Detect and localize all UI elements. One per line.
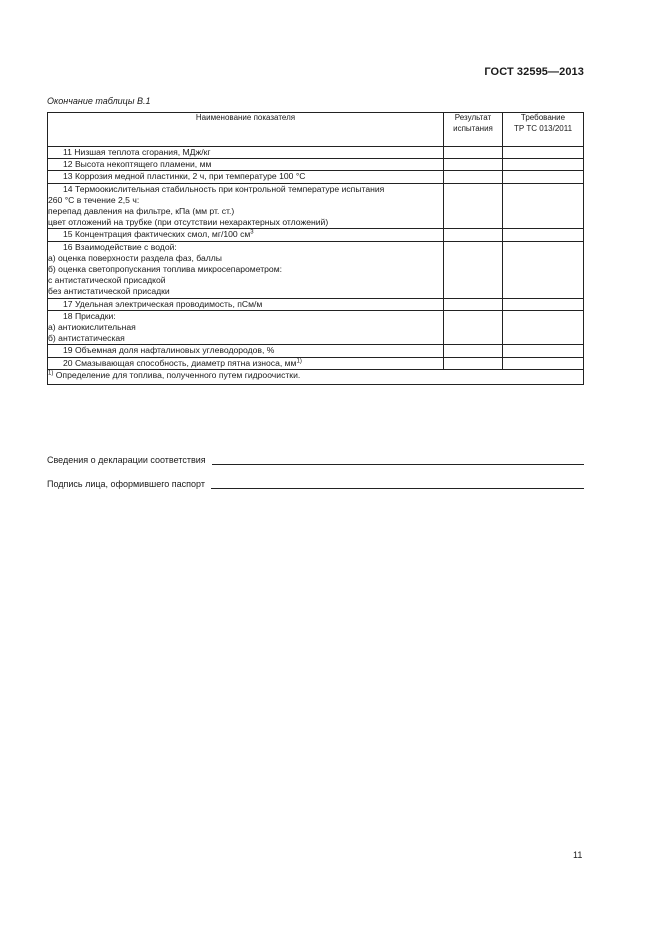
property-line: а) антиокислительная xyxy=(48,322,136,333)
superscript: 1) xyxy=(296,358,302,365)
footnote xyxy=(48,369,584,384)
result-cell[interactable] xyxy=(444,159,503,171)
result-cell[interactable] xyxy=(444,345,503,357)
properties-table xyxy=(47,112,584,385)
table-caption: Окончание таблицы В.1 xyxy=(47,96,151,106)
property-name-cell xyxy=(48,183,444,229)
property-name-cell xyxy=(48,159,444,171)
result-cell[interactable] xyxy=(444,183,503,229)
property-line: 16 Взаимодействие с водой: xyxy=(63,241,177,252)
property-line: перепад давления на фильтре, кПа (мм рт. ст.) xyxy=(48,206,235,217)
column-header-requirement: Требование ТР ТС 013/2011 xyxy=(503,113,584,147)
requirement-cell[interactable] xyxy=(503,357,584,369)
requirement-cell[interactable] xyxy=(503,298,584,310)
property-name-cell xyxy=(48,298,444,310)
property-line: а) оценка поверхности раздела фаз, баллы xyxy=(48,252,222,263)
property-line: 11 Низшая теплота сгорания, МДж/кг xyxy=(63,147,211,157)
property-line: без антистатической присадки xyxy=(48,286,170,297)
requirement-cell[interactable] xyxy=(503,171,584,183)
requirement-cell[interactable] xyxy=(503,310,584,345)
result-cell[interactable] xyxy=(444,171,503,183)
property-line: 14 Термоокислительная стабильность при контрольной температуре испытания xyxy=(63,183,385,194)
property-line: б) оценка светопропускания топлива микросепарометром: xyxy=(48,264,282,275)
requirement-cell[interactable] xyxy=(503,345,584,357)
requirement-cell[interactable] xyxy=(503,229,584,241)
property-name-cell xyxy=(48,147,444,159)
table-row xyxy=(48,159,584,171)
property-name-cell xyxy=(48,171,444,183)
requirement-cell[interactable] xyxy=(503,147,584,159)
property-line: 19 Объемная доля нафталиновых углеводородов, % xyxy=(63,345,275,356)
column-header-name: Наименование показателя xyxy=(48,113,444,147)
table-row xyxy=(48,357,584,369)
table-row xyxy=(48,183,584,229)
result-cell[interactable] xyxy=(444,241,503,298)
footnote-mark: 1) xyxy=(48,370,54,377)
property-line: с антистатической присадкой xyxy=(48,275,166,286)
declaration-blank[interactable] xyxy=(212,455,584,465)
property-line: 17 Удельная электрическая проводимость, пСм/м xyxy=(63,298,263,309)
table-row xyxy=(48,310,584,345)
requirement-cell[interactable] xyxy=(503,183,584,229)
table-row xyxy=(48,298,584,310)
property-line: 20 Смазывающая способность, диаметр пятна износа, $мм^{1)}$ xyxy=(63,357,302,368)
table-row xyxy=(48,229,584,241)
property-line: 260 °С в течение 2,5 ч: xyxy=(48,194,140,205)
signature-blank[interactable] xyxy=(211,479,584,489)
property-line: 13 Коррозия медной пластинки, 2 ч, при температуре 100 °С xyxy=(63,171,306,182)
property-line: 12 Высота некоптящего пламени, мм xyxy=(63,159,212,170)
result-cell[interactable] xyxy=(444,147,503,159)
requirement-cell[interactable] xyxy=(503,159,584,171)
signature-label: Подпись лица, оформившего паспорт xyxy=(47,479,205,489)
table-row xyxy=(48,345,584,357)
property-name-cell xyxy=(48,310,444,345)
property-line: цвет отложений на трубке (при отсутствии нехарактерных отложений) xyxy=(48,217,329,228)
page-number: 11 xyxy=(573,850,583,860)
property-line: 18 Присадки: xyxy=(63,310,116,321)
result-cell[interactable] xyxy=(444,310,503,345)
result-cell[interactable] xyxy=(444,298,503,310)
property-name-cell xyxy=(48,241,444,298)
property-name-cell xyxy=(48,357,444,369)
table-row xyxy=(48,147,584,159)
property-line: б) антистатическая xyxy=(48,333,125,344)
declaration-line xyxy=(47,455,584,465)
table-row xyxy=(48,171,584,183)
result-cell[interactable] xyxy=(444,229,503,241)
column-header-result: Результат испытания xyxy=(444,113,503,147)
table-row xyxy=(48,241,584,298)
signature-line xyxy=(47,479,584,489)
requirement-cell[interactable] xyxy=(503,241,584,298)
property-name-cell xyxy=(48,345,444,357)
property-line: 15 Концентрация фактических смол, мг/100 $см^3$ xyxy=(63,229,254,240)
document-code: ГОСТ 32595—2013 xyxy=(484,66,584,78)
result-cell[interactable] xyxy=(444,357,503,369)
table-header-row xyxy=(48,113,584,147)
declaration-label: Сведения о декларации соответствия xyxy=(47,455,206,465)
property-name-cell xyxy=(48,229,444,241)
footnote-row xyxy=(48,369,584,384)
footnote-text: Определение для топлива, полученного путем гидроочистки. xyxy=(53,369,301,380)
superscript: 3 xyxy=(250,229,254,236)
